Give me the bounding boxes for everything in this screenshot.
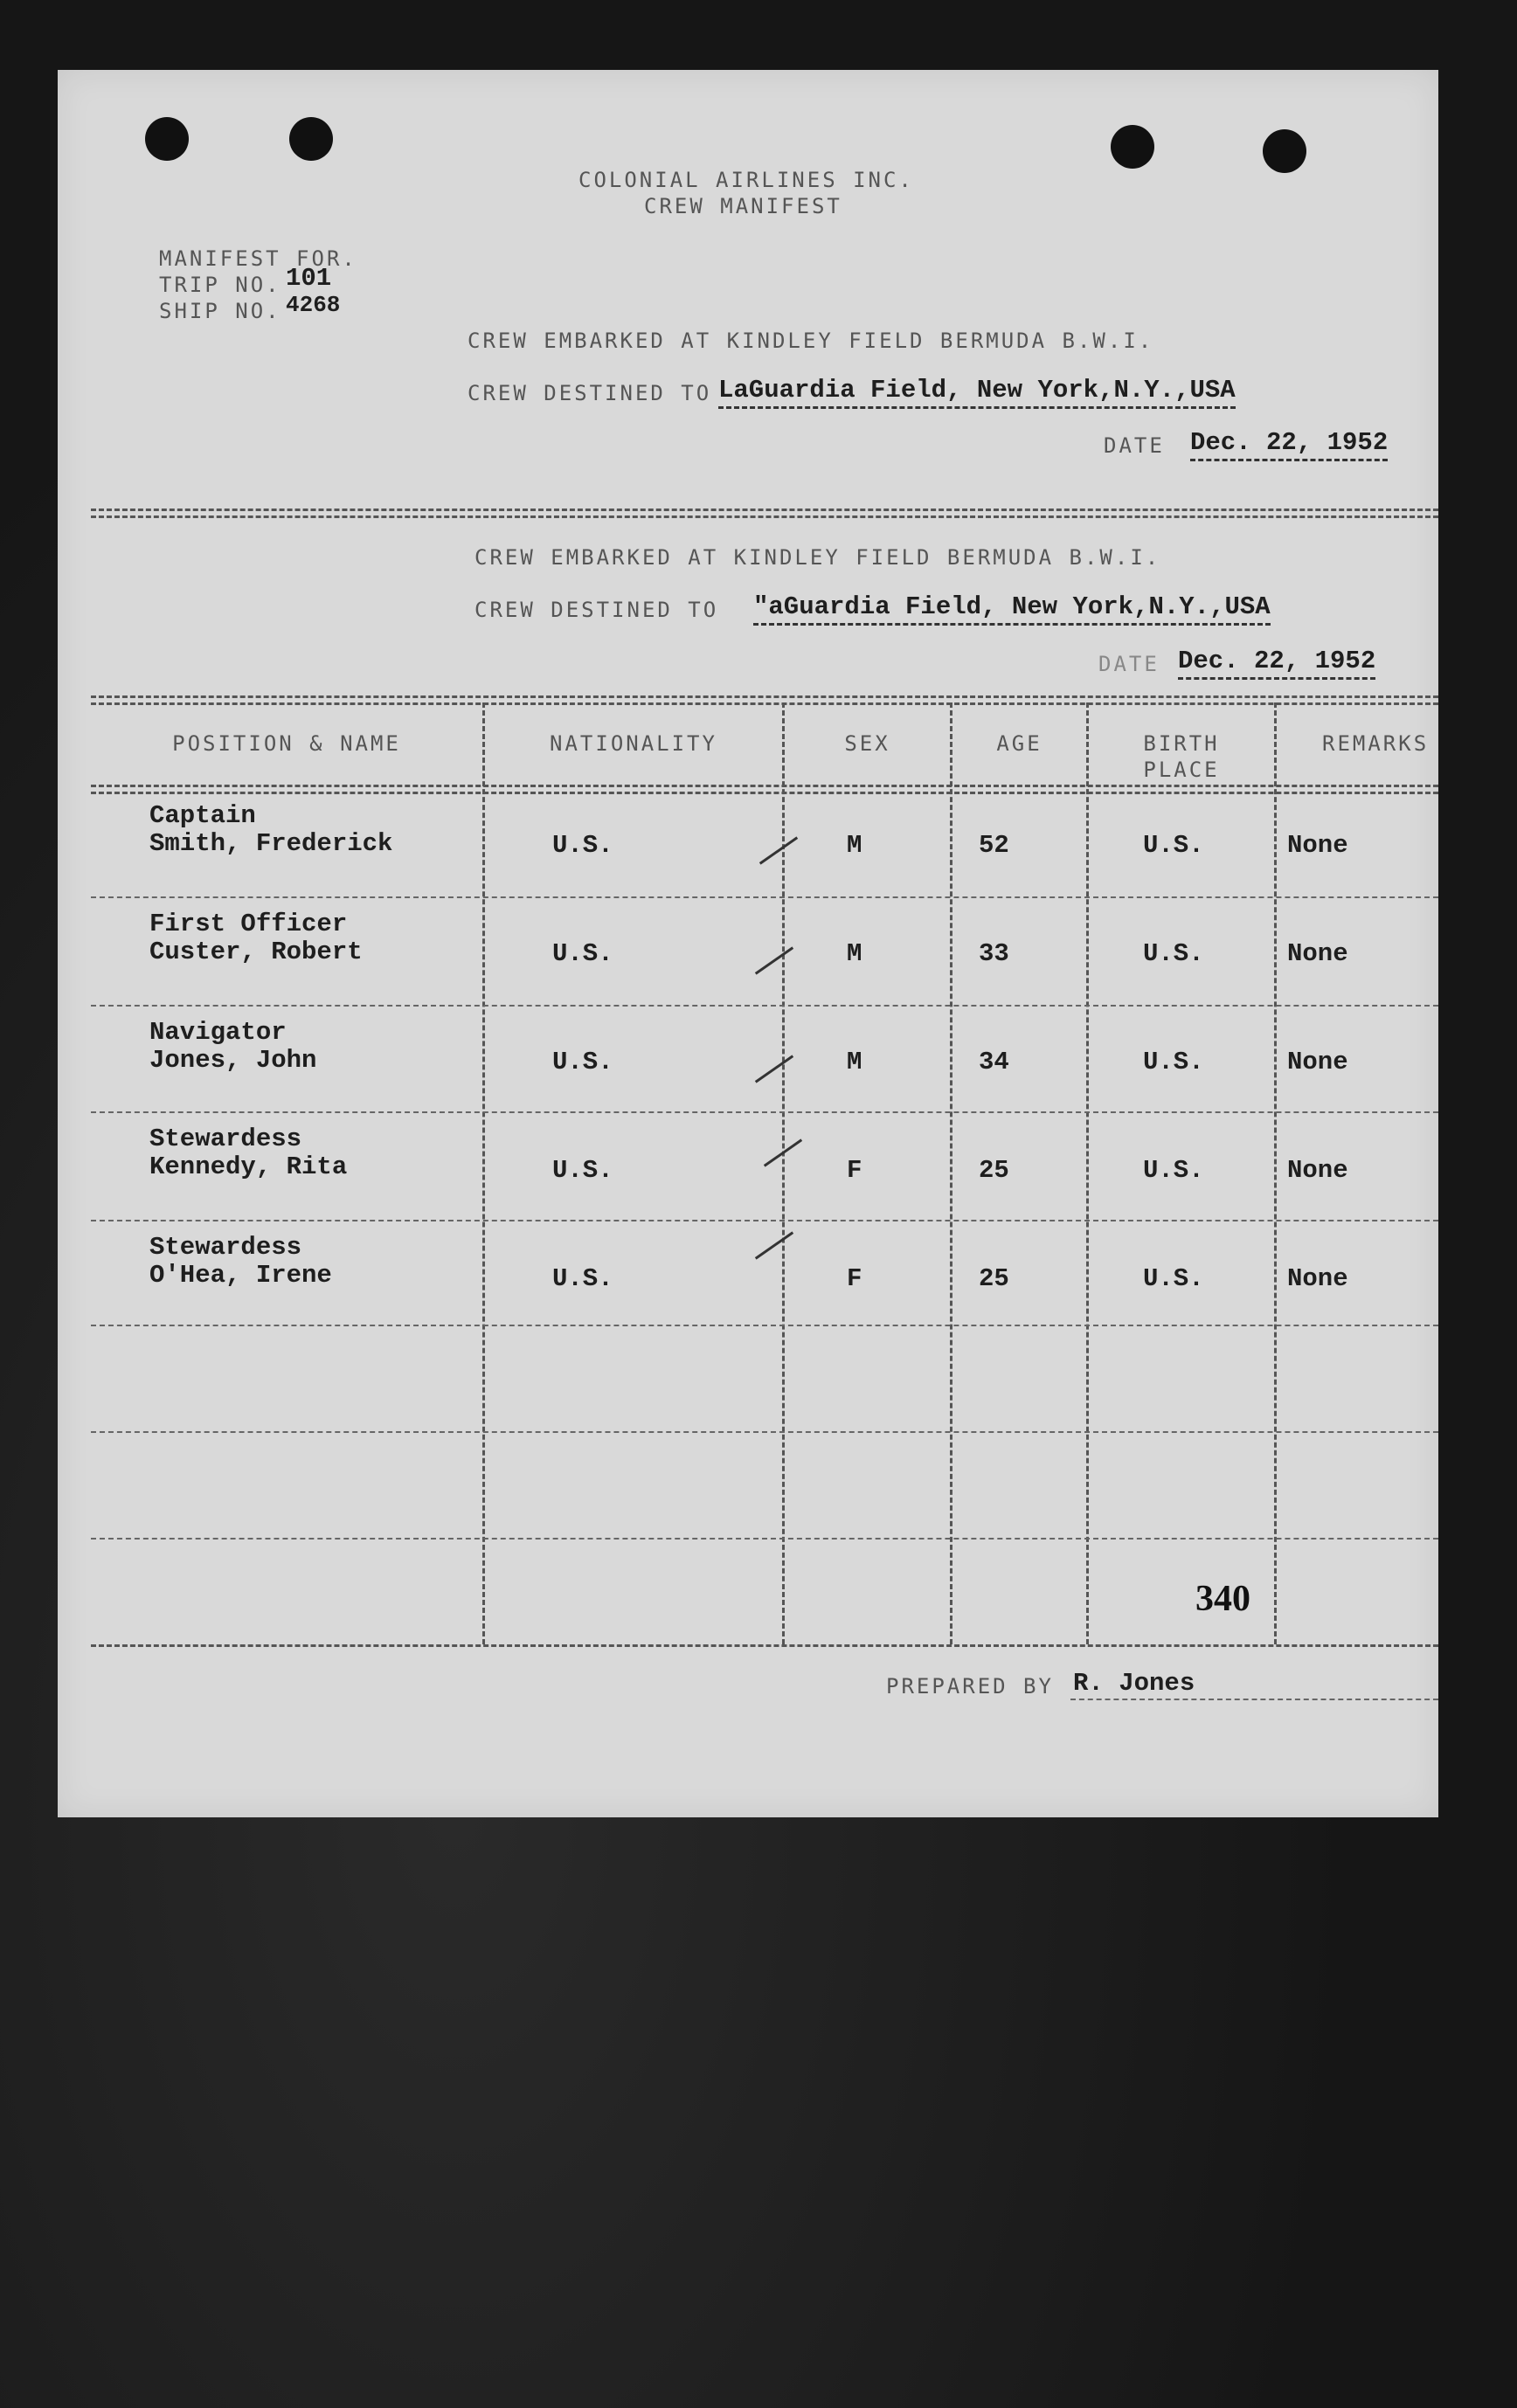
embarked-line-2: CREW EMBARKED AT KINDLEY FIELD BERMUDA B.W.I. (474, 545, 1161, 570)
ship-number: 4268 (286, 292, 341, 318)
crew-remarks: None (1287, 939, 1348, 968)
crew-age: 25 (979, 1264, 1009, 1293)
page-number-stamp: 340 (1195, 1579, 1250, 1619)
crew-age: 33 (979, 939, 1009, 968)
crew-remarks: None (1287, 1156, 1348, 1185)
crew-remarks: None (1287, 1048, 1348, 1076)
row-separator (91, 1111, 1438, 1113)
date-label-2: DATE (1098, 652, 1160, 676)
destined-value-1: LaGuardia Field, New York,N.Y.,USA (718, 376, 1236, 409)
punch-hole-4 (1263, 129, 1306, 173)
prepared-by-label: PREPARED BY (886, 1674, 1054, 1699)
prepared-by-underline (1070, 1699, 1438, 1700)
crew-nationality: U.S. (552, 831, 613, 860)
crew-name: Jones, John (149, 1046, 317, 1075)
crew-name: Custer, Robert (149, 938, 363, 966)
crew-birth-place: U.S. (1143, 831, 1204, 860)
row-separator (91, 1220, 1438, 1221)
row-separator (91, 1325, 1438, 1326)
crew-age: 52 (979, 831, 1009, 860)
table-bottom-rule (91, 1644, 1438, 1647)
crew-remarks: None (1287, 1264, 1348, 1293)
separator-top (91, 509, 1438, 511)
crew-nationality: U.S. (552, 1264, 613, 1293)
crew-remarks: None (1287, 831, 1348, 860)
crew-position: Captain (149, 801, 256, 830)
crew-position: Stewardess (149, 1233, 302, 1262)
separator-bottom (91, 516, 1438, 518)
col-divider-3 (950, 702, 952, 1644)
date-value-1: Dec. 22, 1952 (1190, 428, 1388, 461)
row-separator (91, 1005, 1438, 1007)
trip-number: 101 (286, 264, 332, 293)
crew-sex: M (847, 1048, 862, 1076)
crew-sex: M (847, 939, 862, 968)
crew-position: Stewardess (149, 1124, 302, 1153)
destined-label-2: CREW DESTINED TO (474, 598, 719, 622)
crew-name: Smith, Frederick (149, 829, 393, 858)
ship-label: SHIP NO. (159, 299, 281, 323)
crew-sex: M (847, 831, 862, 860)
col-divider-5 (1274, 702, 1277, 1644)
punch-hole-1 (145, 117, 189, 161)
header-age: AGE (996, 731, 1043, 756)
row-separator (91, 1431, 1438, 1433)
crew-name: Kennedy, Rita (149, 1152, 348, 1181)
col-divider-4 (1086, 702, 1089, 1644)
prepared-by-value: R. Jones (1073, 1669, 1195, 1698)
crew-sex: F (847, 1156, 862, 1185)
header-bottom-rule-1 (91, 785, 1438, 787)
header-nationality: NATIONALITY (550, 731, 717, 756)
date-label-1: DATE (1104, 433, 1165, 458)
crew-birth-place: U.S. (1143, 939, 1204, 968)
crew-nationality: U.S. (552, 1048, 613, 1076)
crew-position: First Officer (149, 910, 348, 938)
trip-label: TRIP NO. (159, 273, 281, 297)
destined-value-2: "aGuardia Field, New York,N.Y.,USA (753, 592, 1271, 626)
header-birth-place-line1: BIRTH (1143, 731, 1220, 756)
punch-hole-2 (289, 117, 333, 161)
crew-birth-place: U.S. (1143, 1264, 1204, 1293)
embarked-line-1: CREW EMBARKED AT KINDLEY FIELD BERMUDA B.W.I. (468, 329, 1154, 353)
destined-label-1: CREW DESTINED TO (468, 381, 712, 405)
crew-sex: F (847, 1264, 862, 1293)
crew-birth-place: U.S. (1143, 1048, 1204, 1076)
document-title: CREW MANIFEST (644, 194, 842, 218)
crew-age: 34 (979, 1048, 1009, 1076)
table-top-rule-1 (91, 695, 1438, 698)
crew-position: Navigator (149, 1018, 287, 1047)
header-birth-place-line2: PLACE (1143, 758, 1220, 782)
col-divider-1 (482, 702, 485, 1644)
crew-age: 25 (979, 1156, 1009, 1185)
header-sex: SEX (844, 731, 890, 756)
row-separator (91, 896, 1438, 898)
row-separator (91, 1538, 1438, 1540)
crew-nationality: U.S. (552, 939, 613, 968)
company-name: COLONIAL AIRLINES INC. (578, 168, 914, 192)
crew-nationality: U.S. (552, 1156, 613, 1185)
crew-birth-place: U.S. (1143, 1156, 1204, 1185)
date-value-2: Dec. 22, 1952 (1178, 647, 1375, 680)
table-top-rule-2 (91, 702, 1438, 705)
header-remarks: REMARKS (1322, 731, 1430, 756)
manifest-for-label: MANIFEST FOR. (159, 246, 357, 271)
header-bottom-rule-2 (91, 792, 1438, 794)
punch-hole-3 (1111, 125, 1154, 169)
header-position-name: POSITION & NAME (172, 731, 401, 756)
crew-name: O'Hea, Irene (149, 1261, 332, 1290)
